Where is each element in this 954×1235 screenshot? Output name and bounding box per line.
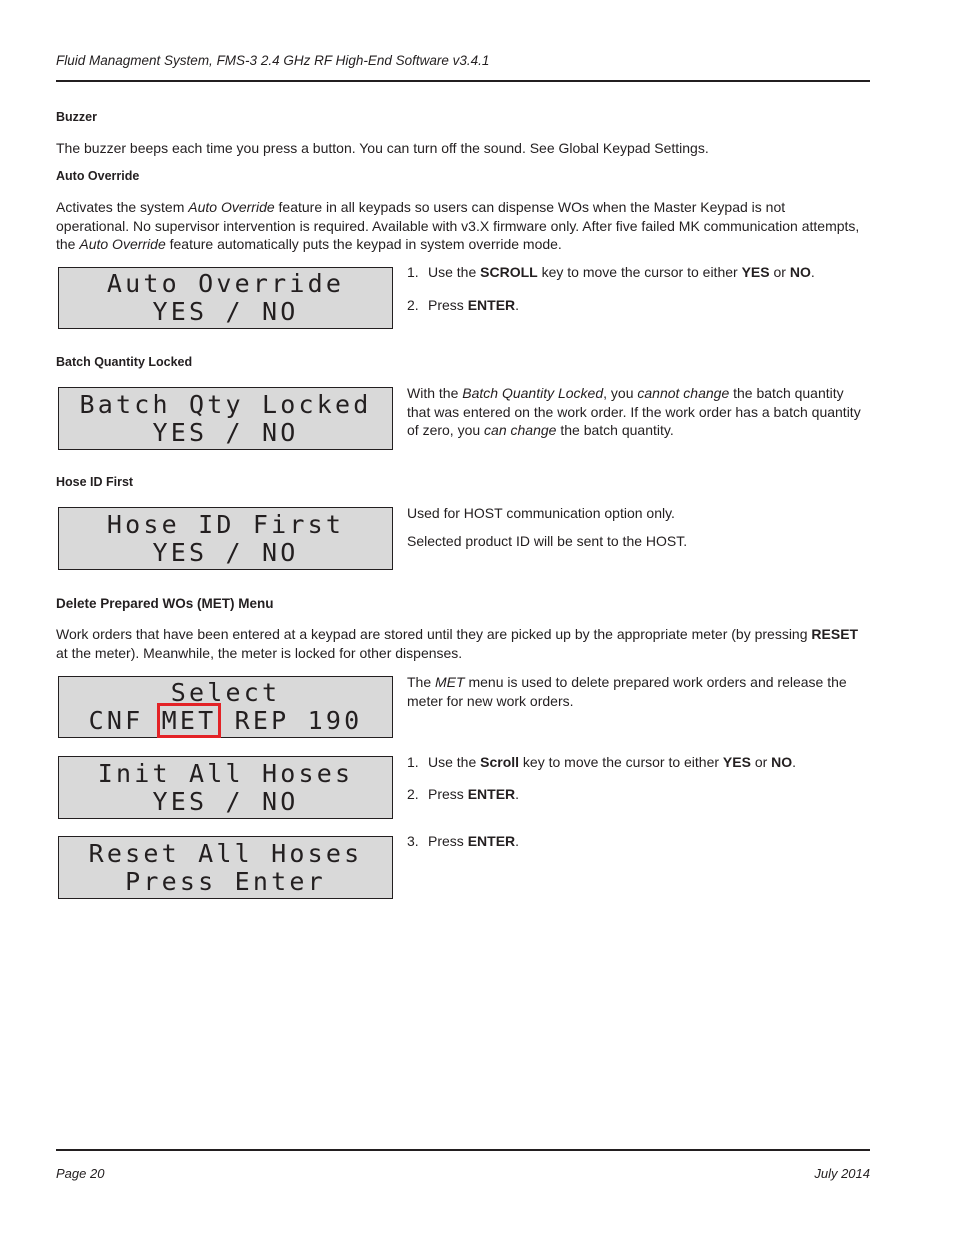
lcd-line-2: YES / NO bbox=[152, 786, 299, 816]
buzzer-body: The buzzer beeps each time you press a button. You can turn off the sound. See Global Keypad Settings. bbox=[56, 140, 709, 156]
lcd-line-2: YES / NO bbox=[152, 297, 299, 326]
delete-wo-heading: Delete Prepared WOs (MET) Menu bbox=[56, 596, 274, 611]
lcd-line-1: Batch Qty Locked bbox=[79, 389, 372, 419]
lcd-hose-id-first bbox=[58, 507, 393, 570]
batch-qty-heading: Batch Quantity Locked bbox=[56, 355, 193, 369]
hose-id-heading: Hose ID First bbox=[56, 475, 134, 489]
lcd-line-2: CNF MET REP 190 bbox=[89, 707, 363, 735]
document-header-title: Fluid Managment System, FMS-3 2.4 GHz RF High-End Software v3.4.1 bbox=[56, 53, 490, 68]
delete-wo-step-1: 1. Use the Scroll key to move the cursor to either YES or NO. bbox=[407, 754, 797, 770]
header-rule bbox=[56, 80, 870, 82]
hose-id-description-1: Used for HOST communication option only. bbox=[407, 505, 675, 521]
lcd-line-2: Press Enter bbox=[125, 866, 326, 896]
auto-override-body: Activates the system Auto Override feature in all keypads so users can dispense WOs when the Master Keypad is not operational. No supervisor intervention is required. Available with v3.X firmware only. After five failed MK communication attempts, the Auto Override feature automatically puts the keypad in system override mode. bbox=[56, 199, 860, 253]
buzzer-heading: Buzzer bbox=[56, 110, 97, 124]
met-description: The MET menu is used to delete prepared work orders and release the meter for new work orders. bbox=[407, 674, 847, 709]
lcd-auto-override bbox=[58, 267, 393, 329]
footer-rule bbox=[56, 1149, 870, 1151]
lcd-line-1: Select bbox=[170, 678, 281, 707]
footer-page-number: Page 20 bbox=[56, 1166, 105, 1181]
lcd-reset-all-hoses bbox=[58, 836, 393, 899]
delete-wo-step-3: 3. Press ENTER. bbox=[407, 833, 520, 849]
hose-id-description-2: Selected product ID will be sent to the HOST. bbox=[407, 533, 688, 549]
lcd-line-1: Hose ID First bbox=[106, 509, 345, 539]
lcd-line-1: Auto Override bbox=[106, 269, 345, 298]
auto-override-step-2: 2. Press ENTER. bbox=[407, 297, 520, 313]
lcd-init-all-hoses bbox=[58, 756, 393, 819]
auto-override-heading: Auto Override bbox=[56, 169, 140, 183]
lcd-select-menu bbox=[58, 676, 393, 738]
lcd-line-2: YES / NO bbox=[152, 537, 299, 567]
lcd-line-1: Init All Hoses bbox=[97, 758, 354, 788]
auto-override-step-1: 1. Use the SCROLL key to move the cursor to either YES or NO. bbox=[407, 264, 815, 280]
lcd-line-2: YES / NO bbox=[152, 417, 299, 447]
met-highlight-box: MET bbox=[157, 703, 222, 738]
footer-date: July 2014 bbox=[814, 1166, 870, 1181]
delete-wo-body: Work orders that have been entered at a keypad are stored until they are picked up by the appropriate meter (by pressing RESET at the meter). Meanwhile, the meter is locked for other dispenses. bbox=[56, 626, 859, 661]
batch-qty-description: With the Batch Quantity Locked, you cannot change the batch quantity that was entered on the work order. If the work order has a batch quantity of zero, you can change the batch quantity. bbox=[407, 385, 861, 439]
delete-wo-step-2: 2. Press ENTER. bbox=[407, 786, 520, 802]
lcd-batch-qty-locked bbox=[58, 387, 393, 450]
lcd-line-1: Reset All Hoses bbox=[88, 838, 363, 868]
